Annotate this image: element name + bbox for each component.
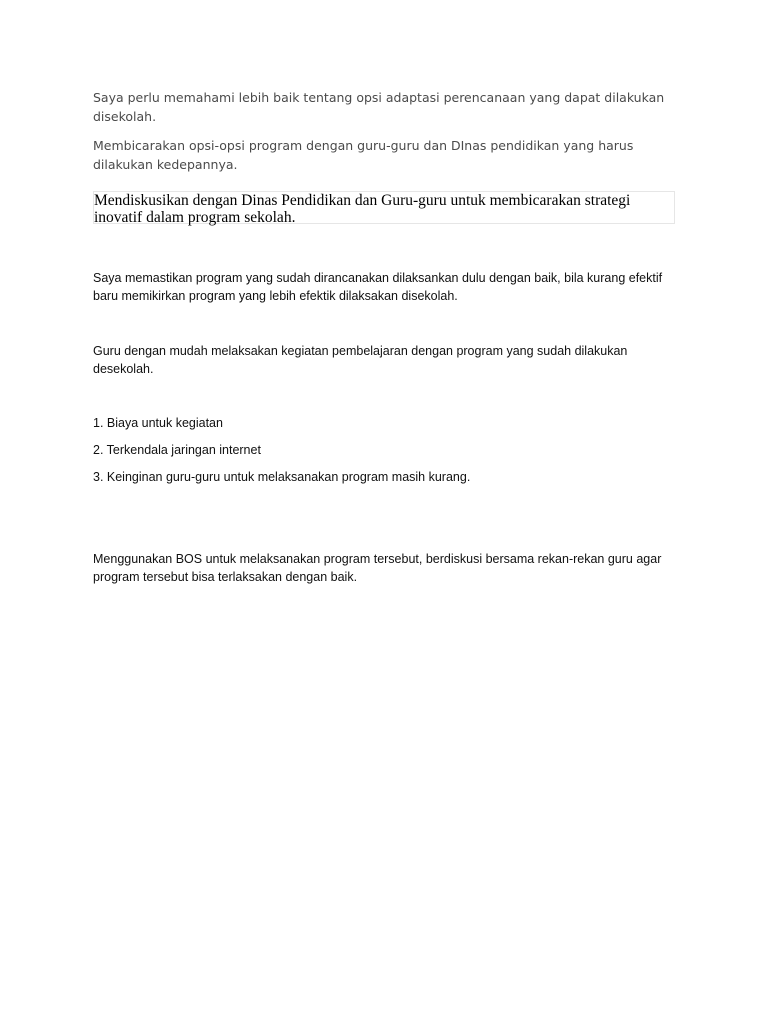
- boxed-paragraph: Mendiskusikan dengan Dinas Pendidikan dan Guru-guru untuk membicarakan strategi inovatif dalam program sekolah.: [93, 191, 675, 224]
- list-item-1: 1. Biaya untuk kegiatan: [93, 416, 223, 430]
- paragraph-2: Membicarakan opsi-opsi program dengan guru-guru dan DInas pendidikan yang harus dilakukan kedepannya.: [93, 138, 634, 172]
- paragraph-1: Saya perlu memahami lebih baik tentang opsi adaptasi perencanaan yang dapat dilakukan disekolah.: [93, 90, 665, 124]
- list-item-3: 3. Keinginan guru-guru untuk melaksanakan program masih kurang.: [93, 470, 471, 484]
- paragraph-3: Saya memastikan program yang sudah dirancanakan dilaksankan dulu dengan baik, bila kurang efektif baru memikirkan program yang lebih efektik dilaksakan disekolah.: [93, 271, 663, 303]
- list-item-2: 2. Terkendala jaringan internet: [93, 443, 261, 457]
- paragraph-5: Menggunakan BOS untuk melaksanakan program tersebut, berdiskusi bersama rekan-rekan guru agar program tersebut bisa terlaksakan dengan baik.: [93, 552, 662, 584]
- paragraph-4: Guru dengan mudah melaksakan kegiatan pembelajaran dengan program yang sudah dilakukan desekolah.: [93, 344, 628, 376]
